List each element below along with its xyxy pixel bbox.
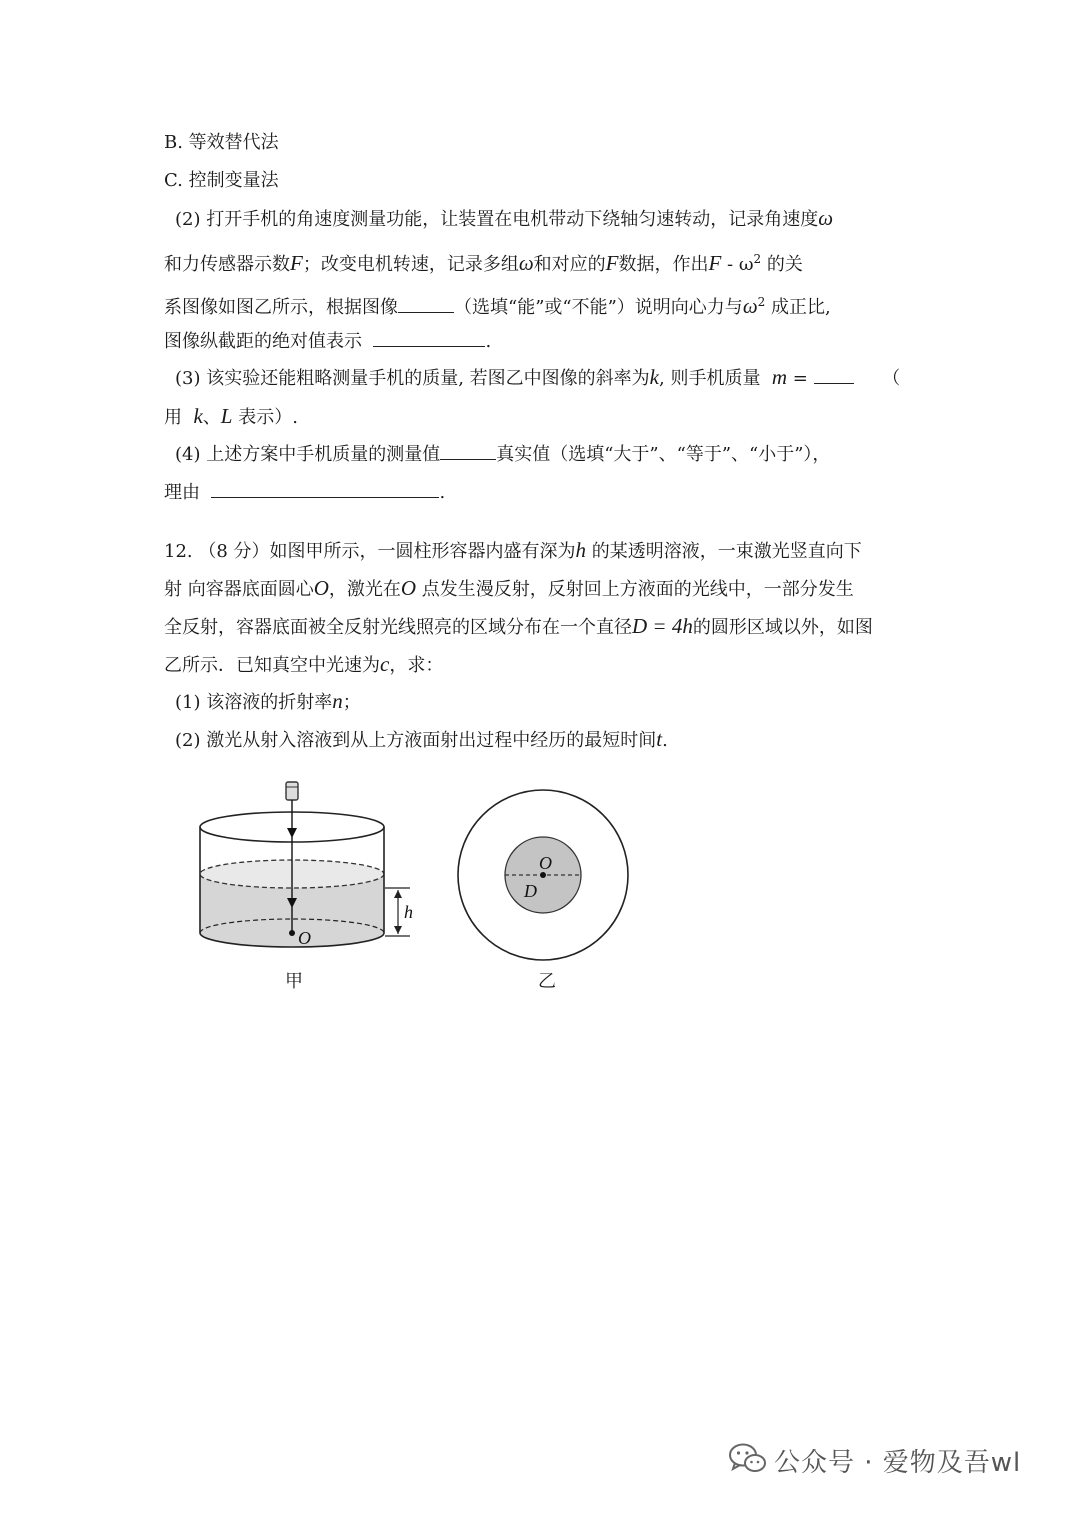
watermark-text: 公众号 · 爱物及吾wl <box>774 1448 1022 1478</box>
point-o <box>289 930 295 936</box>
q12-line1: 12. （8 分）如图甲所示，一圆柱形容器内盛有深为h 的某透明溶液，一束激光竖直向下 <box>164 538 862 562</box>
q11-p2-line1: (2) 打开手机的角速度测量功能，让装置在电机带动下绕轴匀速转动，记录角速度ω <box>175 206 834 230</box>
label-o: O <box>539 853 552 873</box>
q12-line2: 射 向容器底面圆心O，激光在O 点发生漫反射，反射回上方液面的光线中，一部分发生 <box>164 576 854 600</box>
answer-blank[interactable] <box>814 365 854 384</box>
q11-p4-line2: 理由 . <box>164 479 445 505</box>
q11-p2-line2: 和力传感器示数F；改变电机转速，记录多组ω和对应的F数据，作出F - $\omega^2$ 的关 <box>164 251 803 275</box>
figure-cylinder <box>180 770 430 1000</box>
label-h: h <box>404 902 413 922</box>
wechat-icon <box>728 1442 768 1476</box>
answer-blank[interactable] <box>440 441 496 460</box>
label-o: O <box>298 928 311 948</box>
answer-blank[interactable] <box>373 328 485 347</box>
caption-yi: 乙 <box>538 971 556 992</box>
laser-emitter <box>286 782 298 800</box>
option-c: C. 控制变量法 <box>164 170 279 191</box>
q11-p4-line1: (4) 上述方案中手机质量的测量值 真实值（选填“大于”、“等于”、“小于”）， <box>175 441 830 467</box>
label-d: D <box>524 881 537 901</box>
answer-blank[interactable] <box>398 294 454 313</box>
option-b: B. 等效替代法 <box>164 132 279 153</box>
answer-blank[interactable] <box>211 479 439 498</box>
q11-p3-line1: (3) 该实验还能粗略测量手机的质量, 若图乙中图像的斜率为k, 则手机质量 m = （ <box>175 365 901 389</box>
q11-p3-line2: 用 k、L 表示）. <box>164 404 298 428</box>
q12-sub2: (2) 激光从射入溶液到从上方液面射出过程中经历的最短时间t. <box>175 727 668 751</box>
caption-jia: 甲 <box>285 971 303 992</box>
q12-line3: 全反射，容器底面被全反射光线照亮的区域分布在一个直径D = 4h的圆形区域以外，如图 <box>164 614 873 638</box>
figure-bottom-view <box>450 775 640 965</box>
q11-p2-line3: 系图像如图乙所示，根据图像 （选填“能”或“不能”）说明向心力与$\omega^2$ 成正比, <box>164 294 831 318</box>
q12-line4: 乙所示．已知真空中光速为c，求： <box>164 652 444 676</box>
q12-sub1: (1) 该溶液的折射率n； <box>175 689 361 713</box>
watermark <box>728 1440 1058 1480</box>
q11-p2-line4: 图像纵截距的绝对值表示 . <box>164 328 491 354</box>
